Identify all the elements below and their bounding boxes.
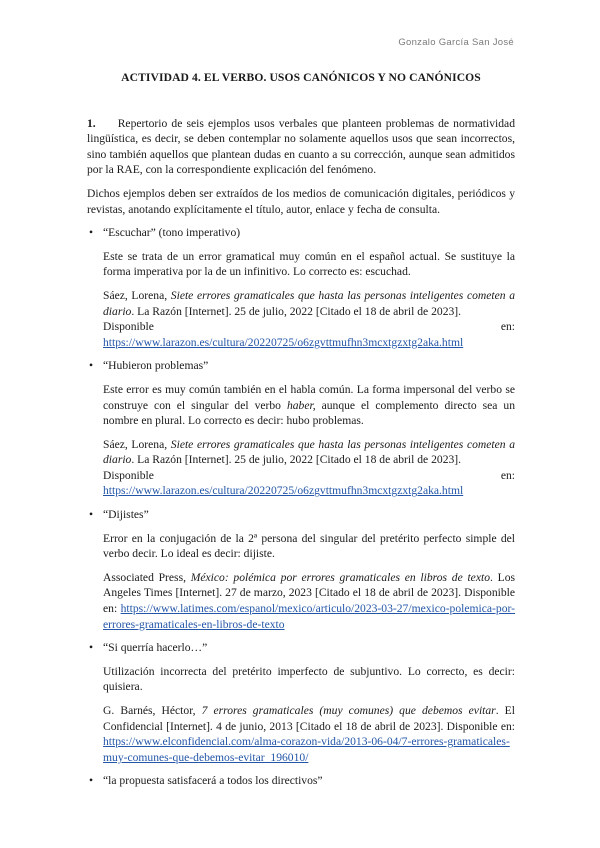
citation-link[interactable]: https://www.latimes.com/espanol/mexico/articulo/2023-03-27/mexico-polemica-por-errores-gramaticales-en-libros-de-texto — [103, 602, 515, 631]
example-explanation — [103, 382, 515, 429]
example-bullet — [87, 225, 515, 241]
example-citation — [103, 437, 515, 468]
citation-link-row — [103, 483, 515, 499]
document-body — [87, 70, 515, 797]
bullet-dot-icon: • — [89, 774, 94, 788]
intro-paragraph-2: Dichos ejemplos deben ser extraídos de los medios de comunicación digitales, periódicos y revistas, anotando explícitamente el título, autor, enlace y fecha de consulta. — [87, 186, 515, 216]
example-term: “Dijistes” — [103, 508, 149, 522]
citation-available: Disponible — [103, 468, 154, 482]
page-header-author: Gonzalo García San José — [398, 37, 514, 48]
example-bullet — [87, 507, 515, 523]
bullet-dot-icon: • — [89, 641, 94, 655]
example-term: “la propuesta satisfacerá a todos los directivos” — [103, 774, 323, 788]
page-title: ACTIVIDAD 4. EL VERBO. USOS CANÓNICOS Y NO CANÓNICOS — [121, 71, 481, 84]
bullet-dot-icon: • — [89, 508, 94, 522]
citation-source: . El Confidencial [Internet]. 4 de junio, 2013 [Citado el 18 de abril de 2023]. Disponible en: — [103, 704, 515, 733]
explanation-italic: haber, — [286, 398, 316, 412]
citation-author: Associated Press, — [103, 570, 191, 584]
citation-source: . La Razón [Internet]. 25 de julio, 2022 [Citado el 18 de abril de 2023]. — [131, 304, 462, 318]
example-block — [103, 664, 515, 766]
citation-author: Sáez, Lorena, — [103, 437, 171, 451]
citation-en: en: — [500, 320, 515, 334]
example-term: “Si querría hacerlo…” — [103, 641, 208, 655]
example-block — [103, 249, 515, 351]
example-term: “Hubieron problemas” — [103, 359, 209, 373]
citation-available-row — [103, 468, 515, 484]
section-number: 1. — [87, 116, 96, 130]
example-citation — [103, 288, 515, 319]
example-term: “Escuchar” (tono imperativo) — [103, 226, 241, 240]
bullet-dot-icon: • — [89, 226, 94, 240]
citation-title: Siete errores gramaticales que hasta las personas inteligentes cometen a diario — [103, 437, 516, 467]
citation-link[interactable]: https://www.larazon.es/cultura/20220725/o6zgvttmufhn3mcxtgzxtg2aka.html — [103, 484, 464, 498]
citation-title: 7 errores gramaticales (muy comunes) que debemos evitar — [201, 704, 496, 717]
example-bullet — [87, 358, 515, 374]
example-explanation: Utilización incorrecta del pretérito imperfecto de subjuntivo. Lo correcto, es decir: quisiera. — [103, 664, 515, 694]
citation-link[interactable]: https://www.elconfidencial.com/alma-corazon-vida/2013-06-04/7-errores-gramaticales-muy-comunes-que-debemos-evitar_196010/ — [103, 735, 510, 764]
example-block — [103, 382, 515, 499]
explanation-text: aunque el complemento directo sea un nombre en plural. Lo correcto es decir: hubo problemas. — [103, 398, 515, 428]
citation-en: en: — [500, 468, 515, 482]
citation-author: G. Barnés, Héctor, — [103, 704, 202, 717]
citation-link[interactable]: https://www.larazon.es/cultura/20220725/o6zgvttmufhn3mcxtgzxtg2aka.html — [103, 335, 464, 349]
citation-source: . Los Angeles Times [Internet]. 27 de marzo, 2023 [Citado el 18 de abril de 2023]. Disponible en: — [103, 570, 516, 616]
example-citation — [103, 703, 515, 765]
citation-author: Sáez, Lorena, — [103, 288, 171, 302]
bullet-dot-icon: • — [89, 359, 94, 373]
explanation-text: Este error es muy común también en el habla común. La forma impersonal del verbo se construye con el singular del verbo — [103, 382, 515, 412]
citation-available: Disponible — [103, 320, 154, 334]
citation-available-row — [103, 319, 515, 335]
intro-text: Repertorio de seis ejemplos usos verbales que planteen problemas de normatividad lingüística, es decir, se deben contemplar no solamente aquellos usos que sean incorrectos, sino también aquellos que plantean dudas en cuanto a su corrección, aunque sean admitidos por la RAE, con la correspondiente explicación del fenómeno. — [87, 116, 515, 177]
citation-title: Siete errores gramaticales que hasta las personas inteligentes cometen a diario — [103, 288, 516, 318]
citation-title: México: polémica por errores gramaticales en libros de texto — [190, 570, 490, 584]
citation-link-row — [103, 335, 515, 351]
citation-source: . La Razón [Internet]. 25 de julio, 2022 [Citado el 18 de abril de 2023]. — [131, 453, 462, 467]
example-explanation: Este se trata de un error gramatical muy común en el español actual. Se sustituye la forma imperativa por la de un infinitivo. Lo correcto es: escuchad. — [103, 249, 515, 279]
example-block — [103, 531, 515, 633]
example-bullet — [87, 773, 515, 789]
example-explanation: Error en la conjugación de la 2ª persona del singular del pretérito perfecto simple del verbo decir. Lo ideal es decir: dijiste. — [103, 531, 515, 561]
example-citation — [103, 570, 515, 632]
example-bullet — [87, 640, 515, 656]
intro-paragraph — [87, 116, 515, 178]
